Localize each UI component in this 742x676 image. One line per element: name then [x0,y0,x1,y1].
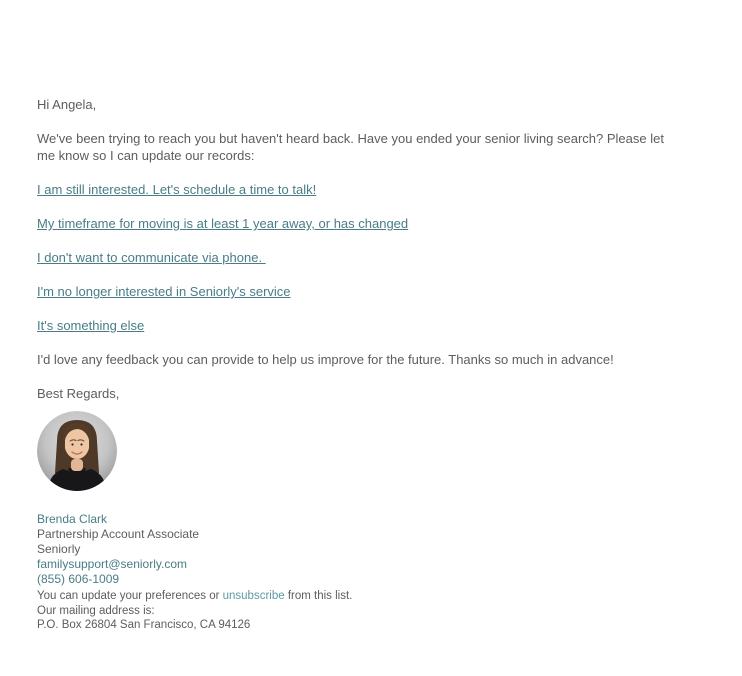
signature-name-link[interactable]: Brenda Clark [37,512,108,526]
option-paragraph [37,249,682,266]
email-body [37,96,682,633]
option-link-no-phone[interactable]: I don't want to communicate via phone. [37,250,266,265]
footer-preferences-suffix: from this list. [284,590,353,602]
option-paragraph [37,317,682,334]
option-paragraph [37,181,682,198]
greeting-text: Hi Angela, [37,97,97,112]
option-link-something-else[interactable]: It's something else [37,318,145,333]
option-link-no-longer-interested[interactable]: I'm no longer interested in Seniorly's service [37,284,291,299]
signature-block [37,512,682,587]
footer-address: P.O. Box 26804 San Francisco, CA 94126 [37,619,251,631]
option-link-timeframe-changed[interactable]: My timeframe for moving is at least 1 year away, or has changed [37,216,409,231]
intro-paragraph: We've been trying to reach you but haven't heard back. Have you ended your senior living search? Please let me know so I can update our records: [37,131,664,163]
closing-text: Best Regards, [37,386,120,401]
signature-email-link[interactable]: familysupport@seniorly.com [37,557,188,571]
option-link-still-interested[interactable]: I am still interested. Let's schedule a time to talk! [37,182,317,197]
avatar-photo-illustration [37,411,117,491]
avatar [37,411,117,491]
email-footer [37,589,682,633]
option-paragraph [37,283,682,300]
footer-preferences-prefix: You can update your preferences or [37,590,223,602]
unsubscribe-link[interactable]: unsubscribe [222,590,285,602]
option-paragraph [37,215,682,232]
feedback-paragraph: I'd love any feedback you can provide to help us improve for the future. Thanks so much in advance! [37,352,614,367]
signature-company: Seniorly [37,542,81,556]
signature-title: Partnership Account Associate [37,527,200,541]
footer-preferences-line [37,589,682,604]
footer-mailing-intro: Our mailing address is: [37,604,155,617]
signature-phone-link[interactable]: (855) 606-1009 [37,572,120,586]
